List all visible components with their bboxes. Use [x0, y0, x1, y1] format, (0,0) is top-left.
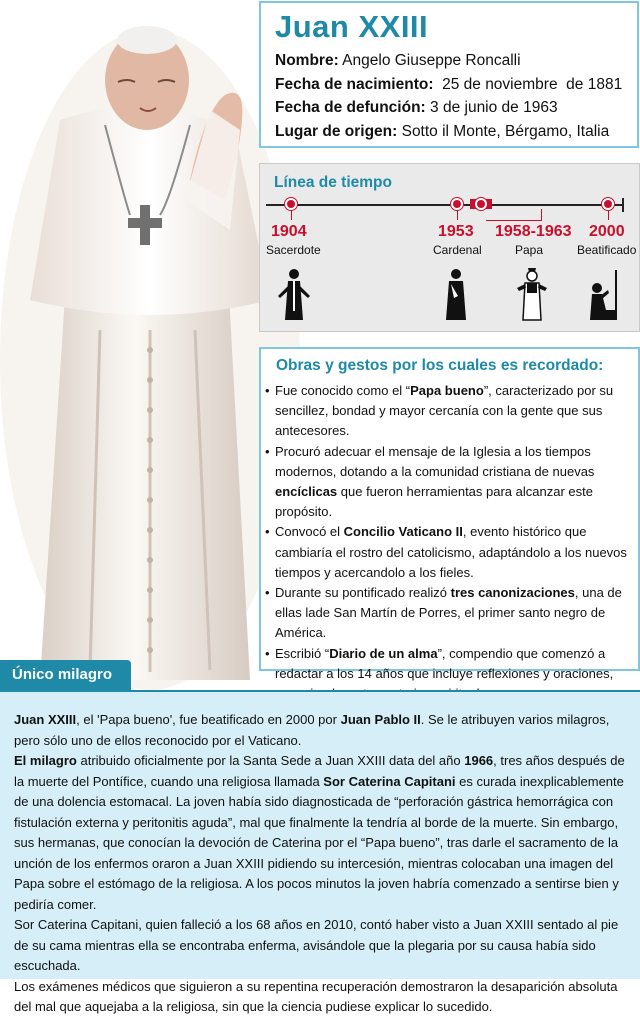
text: Los exámenes médicos que siguieron a su repentina recuperación demostraron la desaparición absoluta del mal que aquejaba a la religiosa, sin que la ciencia pudiese explicar lo sucedido.	[14, 978, 618, 1014]
bold-text: tres canonizaciones	[450, 585, 575, 601]
timeline-box	[259, 163, 640, 332]
text: Procuró adecuar el mensaje de la Iglesia a los tiempos modernos, dotando a la comunidad cristiana de nuevas	[275, 443, 595, 479]
bold-text: Juan XXIII	[14, 712, 77, 727]
milagro-paragraph	[14, 915, 626, 977]
milagro-box	[0, 690, 640, 1014]
works-title: Obras y gestos por los cuales es recordado:	[276, 357, 604, 374]
bold-text: Sor Caterina Capitani	[323, 773, 456, 789]
timeline-axis-end	[622, 198, 624, 212]
info-row-birth: Fecha de nacimiento: 25 de noviembre de 1881	[275, 75, 623, 93]
priest-figure-icon	[274, 266, 314, 322]
kneeling-figure-icon	[582, 266, 622, 322]
text: , tres años después de la muerte del Pontífice, cuando una religiosa llamada	[14, 753, 625, 789]
text: Durante su pontificado realizó	[275, 585, 451, 601]
page-title: Juan XXIII	[275, 9, 429, 44]
text: que fueron herramientas para alcanzar este propósito.	[275, 484, 593, 520]
timeline-tick-1953	[457, 210, 458, 220]
text: , evento histórico que cambiaría el rostro del catolicismo, adaptándolo a los nuevos tiempos y acercandolo a los fieles.	[275, 524, 627, 580]
info-row-name: Nombre: Angelo Giuseppe Roncalli	[275, 52, 521, 69]
text: Convocó el	[275, 524, 344, 540]
text: Fue conocido como el “	[275, 383, 411, 398]
text: , el 'Papa bueno', fue beatificado en 2000 por	[76, 712, 341, 727]
milagro-tab: Único milagro	[0, 660, 131, 690]
timeline-label-sacerdote: Sacerdote	[266, 243, 321, 257]
timeline-papacy-bracket	[486, 209, 542, 221]
timeline-year-1953: 1953	[438, 223, 474, 240]
timeline-year-2000: 2000	[589, 223, 625, 240]
timeline-label-papa: Papa	[515, 243, 544, 257]
list-item	[265, 442, 632, 523]
text: atribuido oficialmente por la Santa Sede a Juan XXIII data del año	[76, 753, 465, 768]
text: Sor Caterina Capitani, quien falleció a los 68 años en 2010, contó haber visto a Juan XXIII sentado al pie de su cama mientras ella se encontraba enferma, avisándole que la plegaria por su causa había sido escuchada.	[14, 917, 619, 973]
timeline-title: Línea de tiempo	[274, 174, 392, 191]
text: Escribió “	[275, 645, 330, 661]
pope-figure-icon	[512, 266, 552, 322]
list-item	[265, 583, 632, 644]
timeline-axis	[266, 204, 622, 206]
bold-text: encíclicas	[275, 484, 338, 500]
works-box	[259, 347, 640, 681]
bold-text: Papa bueno	[410, 383, 484, 398]
info-box	[259, 1, 639, 148]
text: ”, compendio que comenzó a redactar a los 14 años que incluye reflexiones y oraciones,	[275, 645, 614, 681]
text: ”, caracterizado por su sencillez, bondad y mayor cercanía con la gente que sus antecesores.	[275, 383, 614, 439]
info-row-origin: Lugar de origen: Sotto il Monte, Bérgamo, Italia	[275, 122, 610, 140]
timeline-dot-1953	[451, 198, 463, 210]
timeline-dot-1904	[285, 198, 297, 210]
timeline-tick-1904	[291, 210, 292, 220]
timeline-label-beatificado: Beatificado	[577, 243, 637, 257]
bold-text: Diario de un alma	[329, 645, 438, 661]
timeline-tick-2000	[608, 210, 609, 220]
milagro-paragraph	[14, 977, 626, 1018]
timeline-dot-1958	[475, 198, 487, 210]
timeline-label-cardenal: Cardenal	[433, 243, 482, 257]
timeline-year-1958-1963: 1958-1963	[495, 223, 572, 240]
text: es curada inexplicablemente de una dolencia estomacal. La joven había sido diagnosticada de “perforación gástrica hemorrágica con fistulación externa y peritonitis aguda”, mal que finalmente la tendría al borde de la muerte. Sin embargo, sus hermanas, que conocían la devoción de Caterina por el “Papa bueno”, tras darle el sacramento de la unción de los enfermos oraron a Juan XXIII pidiendo su intercesión, mientras colocaban una imagen del Papa sobre el estómago de la religiosa. A los pocos minutos la joven habría comenzado a sentirse bien y pediría comer.	[14, 773, 624, 912]
bold-text: 1966	[464, 753, 494, 768]
list-item	[265, 381, 632, 442]
timeline-dot-2000	[602, 198, 614, 210]
milagro-paragraph	[14, 710, 626, 751]
list-item	[265, 522, 632, 583]
pope-portrait	[0, 0, 300, 690]
works-list	[261, 381, 638, 704]
text: . Se le atribuyen varios milagros, pero sólo uno de ellos reconocido por el Vaticano.	[14, 712, 610, 748]
bold-text: El milagro	[14, 753, 77, 768]
text: , una de ellas lade San Martín de Porres, el primer santo negro de América.	[275, 585, 622, 641]
milagro-paragraph	[14, 751, 626, 915]
info-row-death: Fecha de defunción: 3 de junio de 1963	[275, 99, 558, 116]
bold-text: Concilio Vaticano II	[343, 524, 463, 540]
timeline-year-1904: 1904	[271, 223, 307, 240]
cardinal-figure-icon	[436, 266, 476, 322]
bold-text: Juan Pablo II	[340, 712, 421, 727]
